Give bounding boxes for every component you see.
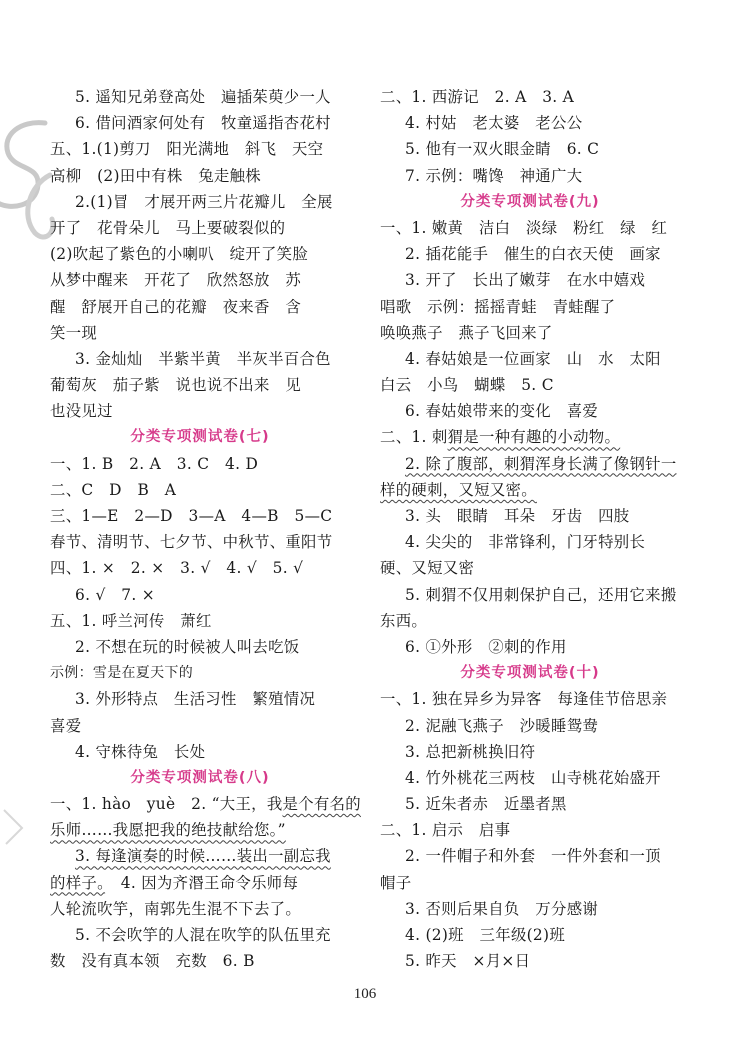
- answer-line: 5. 他有一双火眼金睛 6. C: [405, 140, 600, 159]
- answer-line: 5. 遥知兄弟登高处 遍插茱萸少一人: [75, 88, 331, 106]
- left-column: [50, 84, 361, 974]
- answer-line: 3. 开了 长出了嫩芽 在水中嬉戏: [405, 271, 646, 290]
- answer-line: 高柳 (2)田中有株 兔走触株: [50, 166, 261, 185]
- answer-line: 春节、清明节、七夕节、中秋节、重阳节: [50, 533, 333, 552]
- answer-line: 6. √ 7. ×: [75, 585, 155, 604]
- section-heading: 分类专项测试卷(十): [460, 665, 600, 682]
- answer-line: 2. 插花能手 催生的白衣天使 画家: [405, 245, 661, 264]
- answer-line: 二、1. 启示 启事: [380, 821, 511, 840]
- answer-line: 6. 春姑娘带来的变化 喜爱: [405, 402, 599, 421]
- answer-line: (2)吹起了紫色的小喇叭 绽开了笑脸: [50, 245, 309, 264]
- answer-line: 5. 不会吹竽的人混在吹竽的队伍里充: [75, 926, 331, 944]
- answer-line: 二、1. 西游记 2. A 3. A: [380, 88, 575, 106]
- answer-line: 帽子: [380, 873, 412, 892]
- answer-line: 葡萄灰 茄子紫 说也说不出来 见: [50, 376, 302, 395]
- section-heading: 分类专项测试卷(九): [460, 193, 600, 210]
- answer-line: 乐师……我愿把我的绝技献给您。”: [50, 821, 286, 840]
- answer-line: 7. 示例：嘴馋 神通广大: [405, 166, 583, 185]
- answer-line: 白云 小鸟 蝴蝶 5. C: [380, 376, 554, 395]
- page-number: 106: [353, 986, 377, 1002]
- answer-line: 人轮流吹竽，南郭先生混不下去了。: [50, 899, 302, 918]
- section-heading: 分类专项测试卷(七): [130, 429, 270, 446]
- answer-line: 6. ①外形 ②刺的作用: [405, 637, 567, 656]
- answer-line: 3. 外形特点 生活习性 繁殖情况: [75, 690, 316, 709]
- answer-line: 开了 花骨朵儿 马上要破裂似的: [50, 218, 286, 237]
- answer-line: 2. 不想在玩的时候被人叫去吃饭: [75, 637, 300, 656]
- answer-line: 5. 刺猬不仅用刺保护自己，还用它来搬: [405, 585, 677, 604]
- answer-line: 6. 借问酒家何处有 牧童遥指杏花村: [75, 114, 331, 133]
- answer-line: 样的硬刺，又短又密。: [380, 480, 537, 499]
- answer-line: 示例：雪是在夏天下的: [50, 665, 193, 682]
- answer-line: 五、1.(1)剪刀 阳光满地 斜飞 天空: [50, 140, 324, 159]
- answer-line: 3. 每逢演奏的时候……装出一副忘我: [75, 847, 331, 866]
- answer-line: 4. 春姑娘是一位画家 山 水 太阳: [405, 349, 661, 368]
- answer-line: 2. 泥融飞燕子 沙暖睡鸳鸯: [405, 716, 599, 735]
- answer-line: 2. 一件帽子和外套 一件外套和一顶: [405, 847, 661, 866]
- answer-line: 一、1. B 2. A 3. C 4. D: [50, 454, 259, 473]
- answer-line: 硬、又短又密: [380, 559, 475, 578]
- right-column: [380, 84, 680, 974]
- section-heading: 分类专项测试卷(八): [130, 769, 270, 786]
- answer-line: 唱歌 示例：摇摇青蛙 青蛙醒了: [380, 297, 616, 316]
- answer-line: 4. 村姑 老太婆 老公公: [405, 114, 583, 133]
- answer-line: 5. 近朱者赤 近墨者黑: [405, 795, 567, 814]
- answer-line: 5. 昨天 ×月×日: [405, 952, 531, 971]
- answer-line: 三、1—E 2—D 3—A 4—B 5—C: [50, 507, 333, 525]
- answer-line: 2.(1)冒 才展开两三片花瓣儿 全展: [75, 192, 333, 211]
- answer-line: 东西。: [380, 611, 428, 630]
- answer-line: 也没见过: [50, 402, 113, 421]
- answer-line: 唤唤燕子 燕子飞回来了: [380, 323, 553, 342]
- answer-line: 二、1. 刺猬是一种有趣的小动物。: [380, 428, 621, 447]
- answer-line: 4. 守株待兔 长处: [75, 742, 206, 761]
- answer-line: 四、1. × 2. × 3. √ 4. √ 5. √: [50, 559, 304, 578]
- answer-line: 4. (2)班 三年级(2)班: [405, 926, 566, 944]
- answer-line: 一、1. 独在异乡为异客 每逢佳节倍思亲: [380, 690, 668, 709]
- answer-line: 二、C D B A: [50, 480, 177, 499]
- answer-line: 3. 金灿灿 半紫半黄 半灰半百合色: [75, 349, 331, 368]
- answer-line: 的样子。 4. 因为齐湣王命令乐师每: [50, 873, 299, 892]
- answer-line: 2. 除了腹部，刺猬浑身长满了像钢针一: [405, 454, 677, 473]
- answer-line: 喜爱: [50, 716, 82, 735]
- answer-line: 一、1. hào yuè 2. “大王，我是个有名的: [50, 795, 361, 814]
- answer-line: 从梦中醒来 开花了 欣然怒放 苏: [50, 271, 302, 290]
- answer-line: 醒 舒展开自己的花瓣 夜来香 含: [50, 297, 302, 316]
- answer-line: 数 没有真本领 充数 6. B: [50, 952, 255, 971]
- answer-line: 4. 竹外桃花三两枝 山寺桃花始盛开: [405, 768, 661, 787]
- answer-line: 一、1. 嫩黄 洁白 淡绿 粉红 绿 红: [380, 218, 668, 237]
- answer-line: 3. 总把新桃换旧符: [405, 742, 536, 761]
- answer-line: 4. 尖尖的 非常锋利，门牙特别长: [405, 533, 646, 552]
- answer-line: 笑一现: [50, 323, 98, 342]
- answer-line: 3. 头 眼睛 耳朵 牙齿 四肢: [405, 507, 630, 525]
- answer-line: 五、1. 呼兰河传 萧红: [50, 611, 212, 630]
- margin-mark: [0, 800, 30, 860]
- answer-line: 3. 否则后果自负 万分感谢: [405, 899, 599, 918]
